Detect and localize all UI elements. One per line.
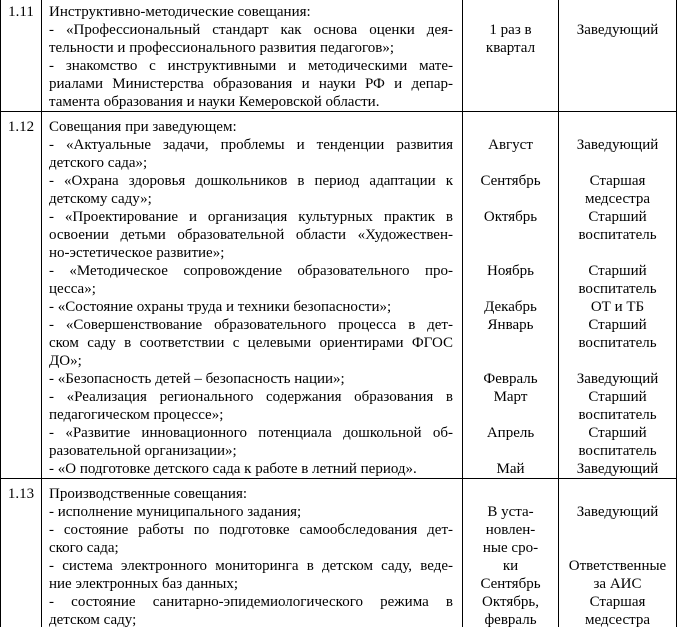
responsible-line: воспитатель [578, 407, 657, 423]
date-line: 1 раз в [489, 22, 532, 38]
content-line: детскому саду»; [49, 191, 152, 207]
date-line: В уста- [487, 504, 534, 520]
responsible-line: Старший [588, 263, 647, 279]
date-line: Март [493, 389, 528, 405]
content-line: - знакомство с инструктивными и методическими мате- [49, 58, 453, 74]
row-content [42, 112, 463, 479]
row-content [42, 0, 463, 112]
responsible-line: медсестра [584, 191, 650, 207]
row-number: 1.11 [1, 0, 42, 112]
responsible-line: воспитатель [578, 281, 657, 297]
table-row [1, 0, 677, 112]
content-line: - исполнение муниципального задания; [49, 504, 302, 520]
content-line: ние электронных баз данных; [49, 576, 239, 592]
row-number: 1.12 [1, 112, 42, 479]
content-line: - «Состояние охраны труда и техники безопасности»; [49, 299, 392, 315]
content-line: - «Актуальные задачи, проблемы и тенденции развития [49, 137, 453, 153]
date-line: Август [488, 137, 533, 153]
content-line: Совещания при заведующем: [49, 119, 237, 135]
row-dates [463, 479, 559, 627]
content-line: - состояние работы по подготовке самообследования дет- [49, 522, 453, 538]
date-line: Ноябрь [487, 263, 534, 279]
responsible-line: воспитатель [578, 335, 657, 351]
content-line: освоении детьми образовательной области «Художествен- [49, 227, 453, 243]
content-line: - «Реализация регионального содержания образования в [49, 389, 453, 405]
date-line: ные сро- [482, 540, 539, 556]
content-line: Производственные совещания: [49, 486, 248, 502]
date-line: февраль [484, 612, 537, 627]
row-dates [463, 0, 559, 112]
table-row [1, 479, 677, 627]
content-line: - «Проектирование и организация культурных практик в [49, 209, 453, 225]
content-line: - «Охрана здоровья дошкольников в период адаптации к [49, 173, 453, 189]
content-line: - «Методическое сопровождение образовательного про- [49, 263, 453, 279]
responsible-line: Заведующий [576, 371, 659, 387]
row-content [42, 479, 463, 627]
content-line: но-эстетическое развитие»; [49, 245, 225, 261]
date-line: Сентябрь [480, 576, 541, 592]
responsible-line: за АИС [593, 576, 642, 592]
content-line: ского сада; [49, 540, 119, 556]
content-line: - система электронного мониторинга в детском саду, веде- [49, 558, 453, 574]
content-line: - состояние санитарно-эпидемиологического режима в [49, 594, 453, 610]
responsible-line: Старший [588, 389, 647, 405]
content-line: ДО»; [49, 353, 82, 369]
content-line: - «Развитие инновационного потенциала дошкольной об- [49, 425, 453, 441]
content-line: разовательной организации»; [49, 443, 237, 459]
date-line: Октябрь, [482, 594, 539, 610]
responsible-line: воспитатель [578, 227, 657, 243]
responsible-line: Заведующий [576, 137, 659, 153]
responsible-line: Заведующий [576, 22, 659, 38]
row-responsible [559, 0, 677, 112]
responsible-line: Старший [588, 317, 647, 333]
content-line: тельности и профессионального развития педагогов»; [49, 40, 395, 56]
row-number: 1.13 [1, 479, 42, 627]
row-responsible [559, 112, 677, 479]
content-line: Инструктивно-методические совещания: [49, 4, 311, 20]
responsible-line: Старшая [589, 173, 646, 189]
content-line: детском саду; [49, 612, 137, 627]
responsible-line: Старший [588, 425, 647, 441]
responsible-line: ОТ и ТБ [590, 299, 645, 315]
responsible-line: медсестра [584, 612, 650, 627]
responsible-line: Ответственные [568, 558, 667, 574]
date-line: Май [496, 461, 525, 477]
responsible-line: Старший [588, 209, 647, 225]
row-dates [463, 112, 559, 479]
content-line: педагогическом процессе»; [49, 407, 224, 423]
date-line: Октябрь [483, 209, 538, 225]
content-line: тамента образования и науки Кемеровской области. [49, 94, 380, 110]
date-line: Февраль [483, 371, 538, 387]
date-line: Сентябрь [480, 173, 541, 189]
content-line: детского сада»; [49, 155, 148, 171]
date-line: квартал [485, 40, 536, 56]
table-row [1, 112, 677, 479]
responsible-line: Заведующий [576, 461, 659, 477]
row-responsible [559, 479, 677, 627]
date-line: Январь [487, 317, 534, 333]
content-line: - «О подготовке детского сада к работе в летний период». [49, 461, 417, 477]
date-line: Апрель [486, 425, 535, 441]
content-line: риалами Министерства образования и науки РФ и депар- [49, 76, 453, 92]
date-line: новлен- [485, 522, 536, 538]
content-line: - «Профессиональный стандарт как основа оценки дея- [49, 22, 453, 38]
date-line: ки [502, 558, 519, 574]
responsible-line: воспитатель [578, 443, 657, 459]
content-line: цесса»; [49, 281, 96, 297]
responsible-line: Заведующий [576, 504, 659, 520]
content-line: ском саду в соответствии с целевыми ориентирами ФГОС [49, 335, 453, 351]
content-line: - «Безопасность детей – безопасность нации»; [49, 371, 345, 387]
responsible-line: Старшая [589, 594, 646, 610]
content-line: - «Совершенствование образовательного процесса в дет- [49, 317, 453, 333]
date-line: Декабрь [484, 299, 537, 315]
